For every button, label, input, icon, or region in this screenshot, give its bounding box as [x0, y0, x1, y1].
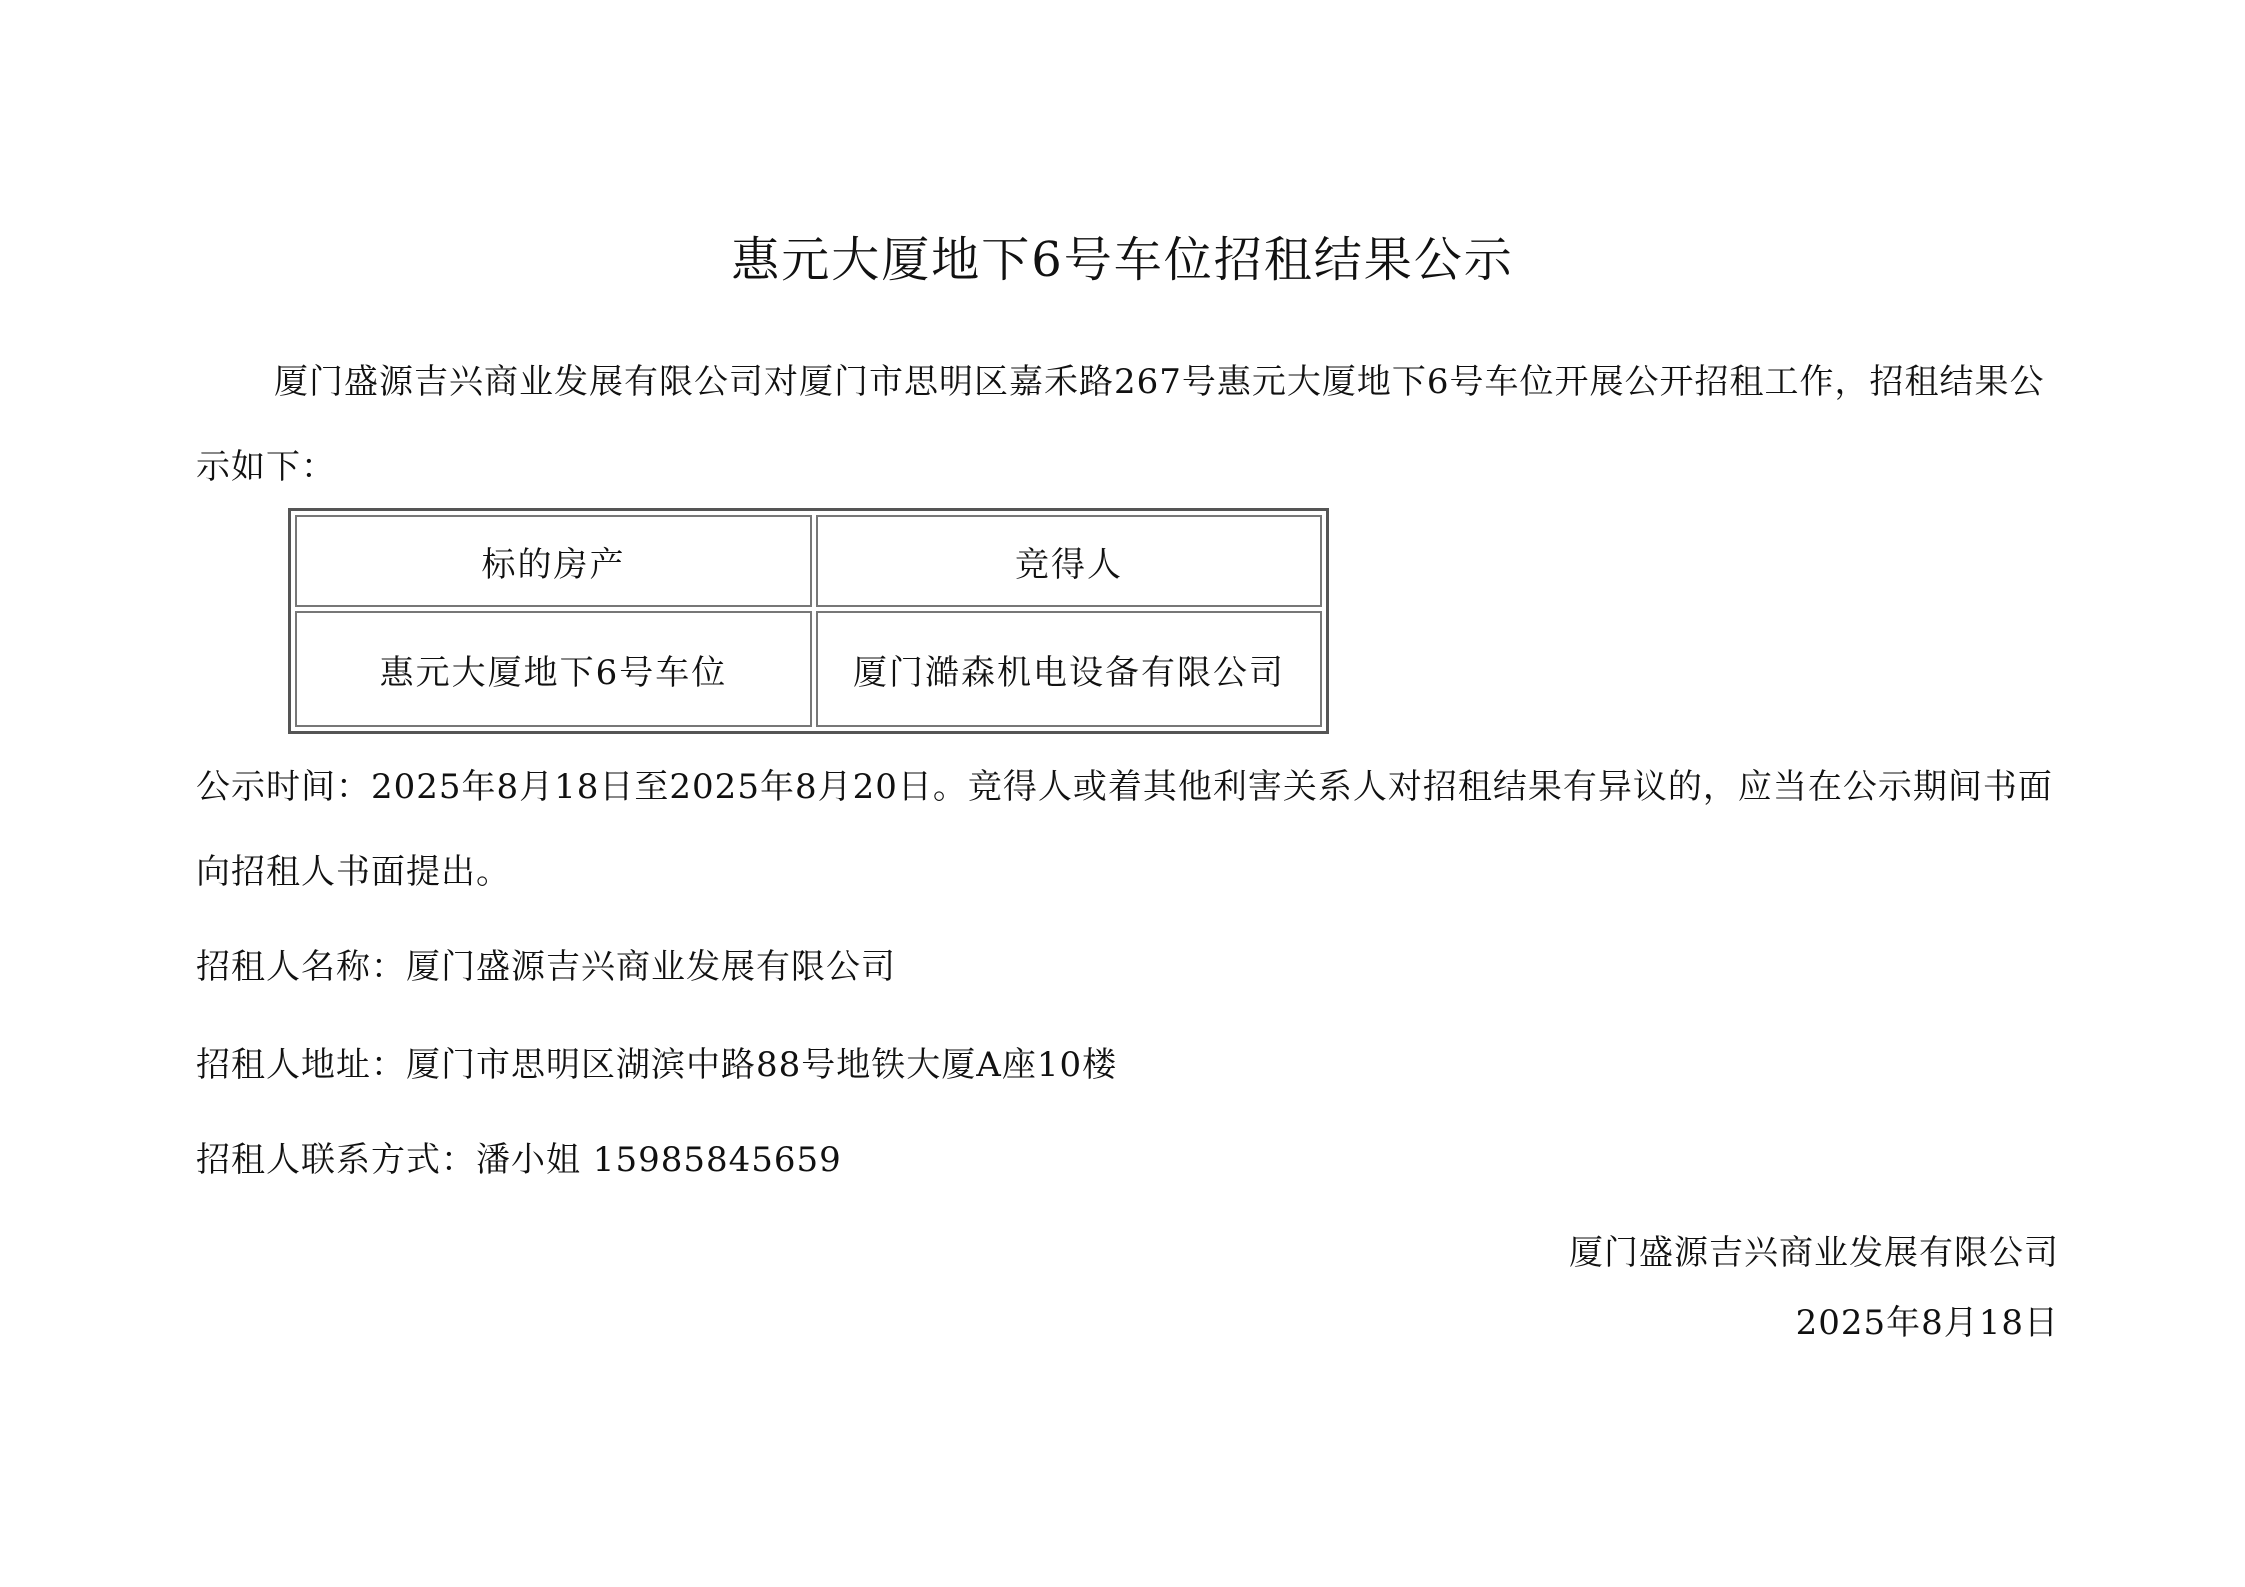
table-header-winner: 竞得人 — [816, 515, 1322, 607]
intro-paragraph: 厦门盛源吉兴商业发展有限公司对厦门市思明区嘉禾路267号惠元大厦地下6号车位开展公开招租工作，招租结果公示如下： — [196, 362, 2045, 487]
table-header-property: 标的房产 — [295, 515, 812, 607]
lessor-contact: 招租人联系方式：潘小姐 15985845659 — [196, 1140, 842, 1180]
table-header-row — [295, 515, 1322, 607]
table-row — [295, 611, 1322, 727]
lessor-name: 招租人名称：厦门盛源吉兴商业发展有限公司 — [196, 947, 896, 987]
signature-date: 2025年8月18日 — [1795, 1303, 2059, 1343]
result-table — [288, 508, 1329, 734]
table-cell-winner: 厦门澔森机电设备有限公司 — [816, 611, 1322, 727]
signature-organization: 厦门盛源吉兴商业发展有限公司 — [1569, 1233, 2059, 1273]
page-title: 惠元大厦地下6号车位招租结果公示 — [731, 232, 1514, 288]
table-cell-property: 惠元大厦地下6号车位 — [295, 611, 812, 727]
notice-paragraph: 公示时间：2025年8月18日至2025年8月20日。竞得人或着其他利害关系人对招租结果有异议的，应当在公示期间书面向招租人书面提出。 — [196, 767, 2053, 892]
lessor-address: 招租人地址：厦门市思明区湖滨中路88号地铁大厦A座10楼 — [196, 1045, 1118, 1085]
